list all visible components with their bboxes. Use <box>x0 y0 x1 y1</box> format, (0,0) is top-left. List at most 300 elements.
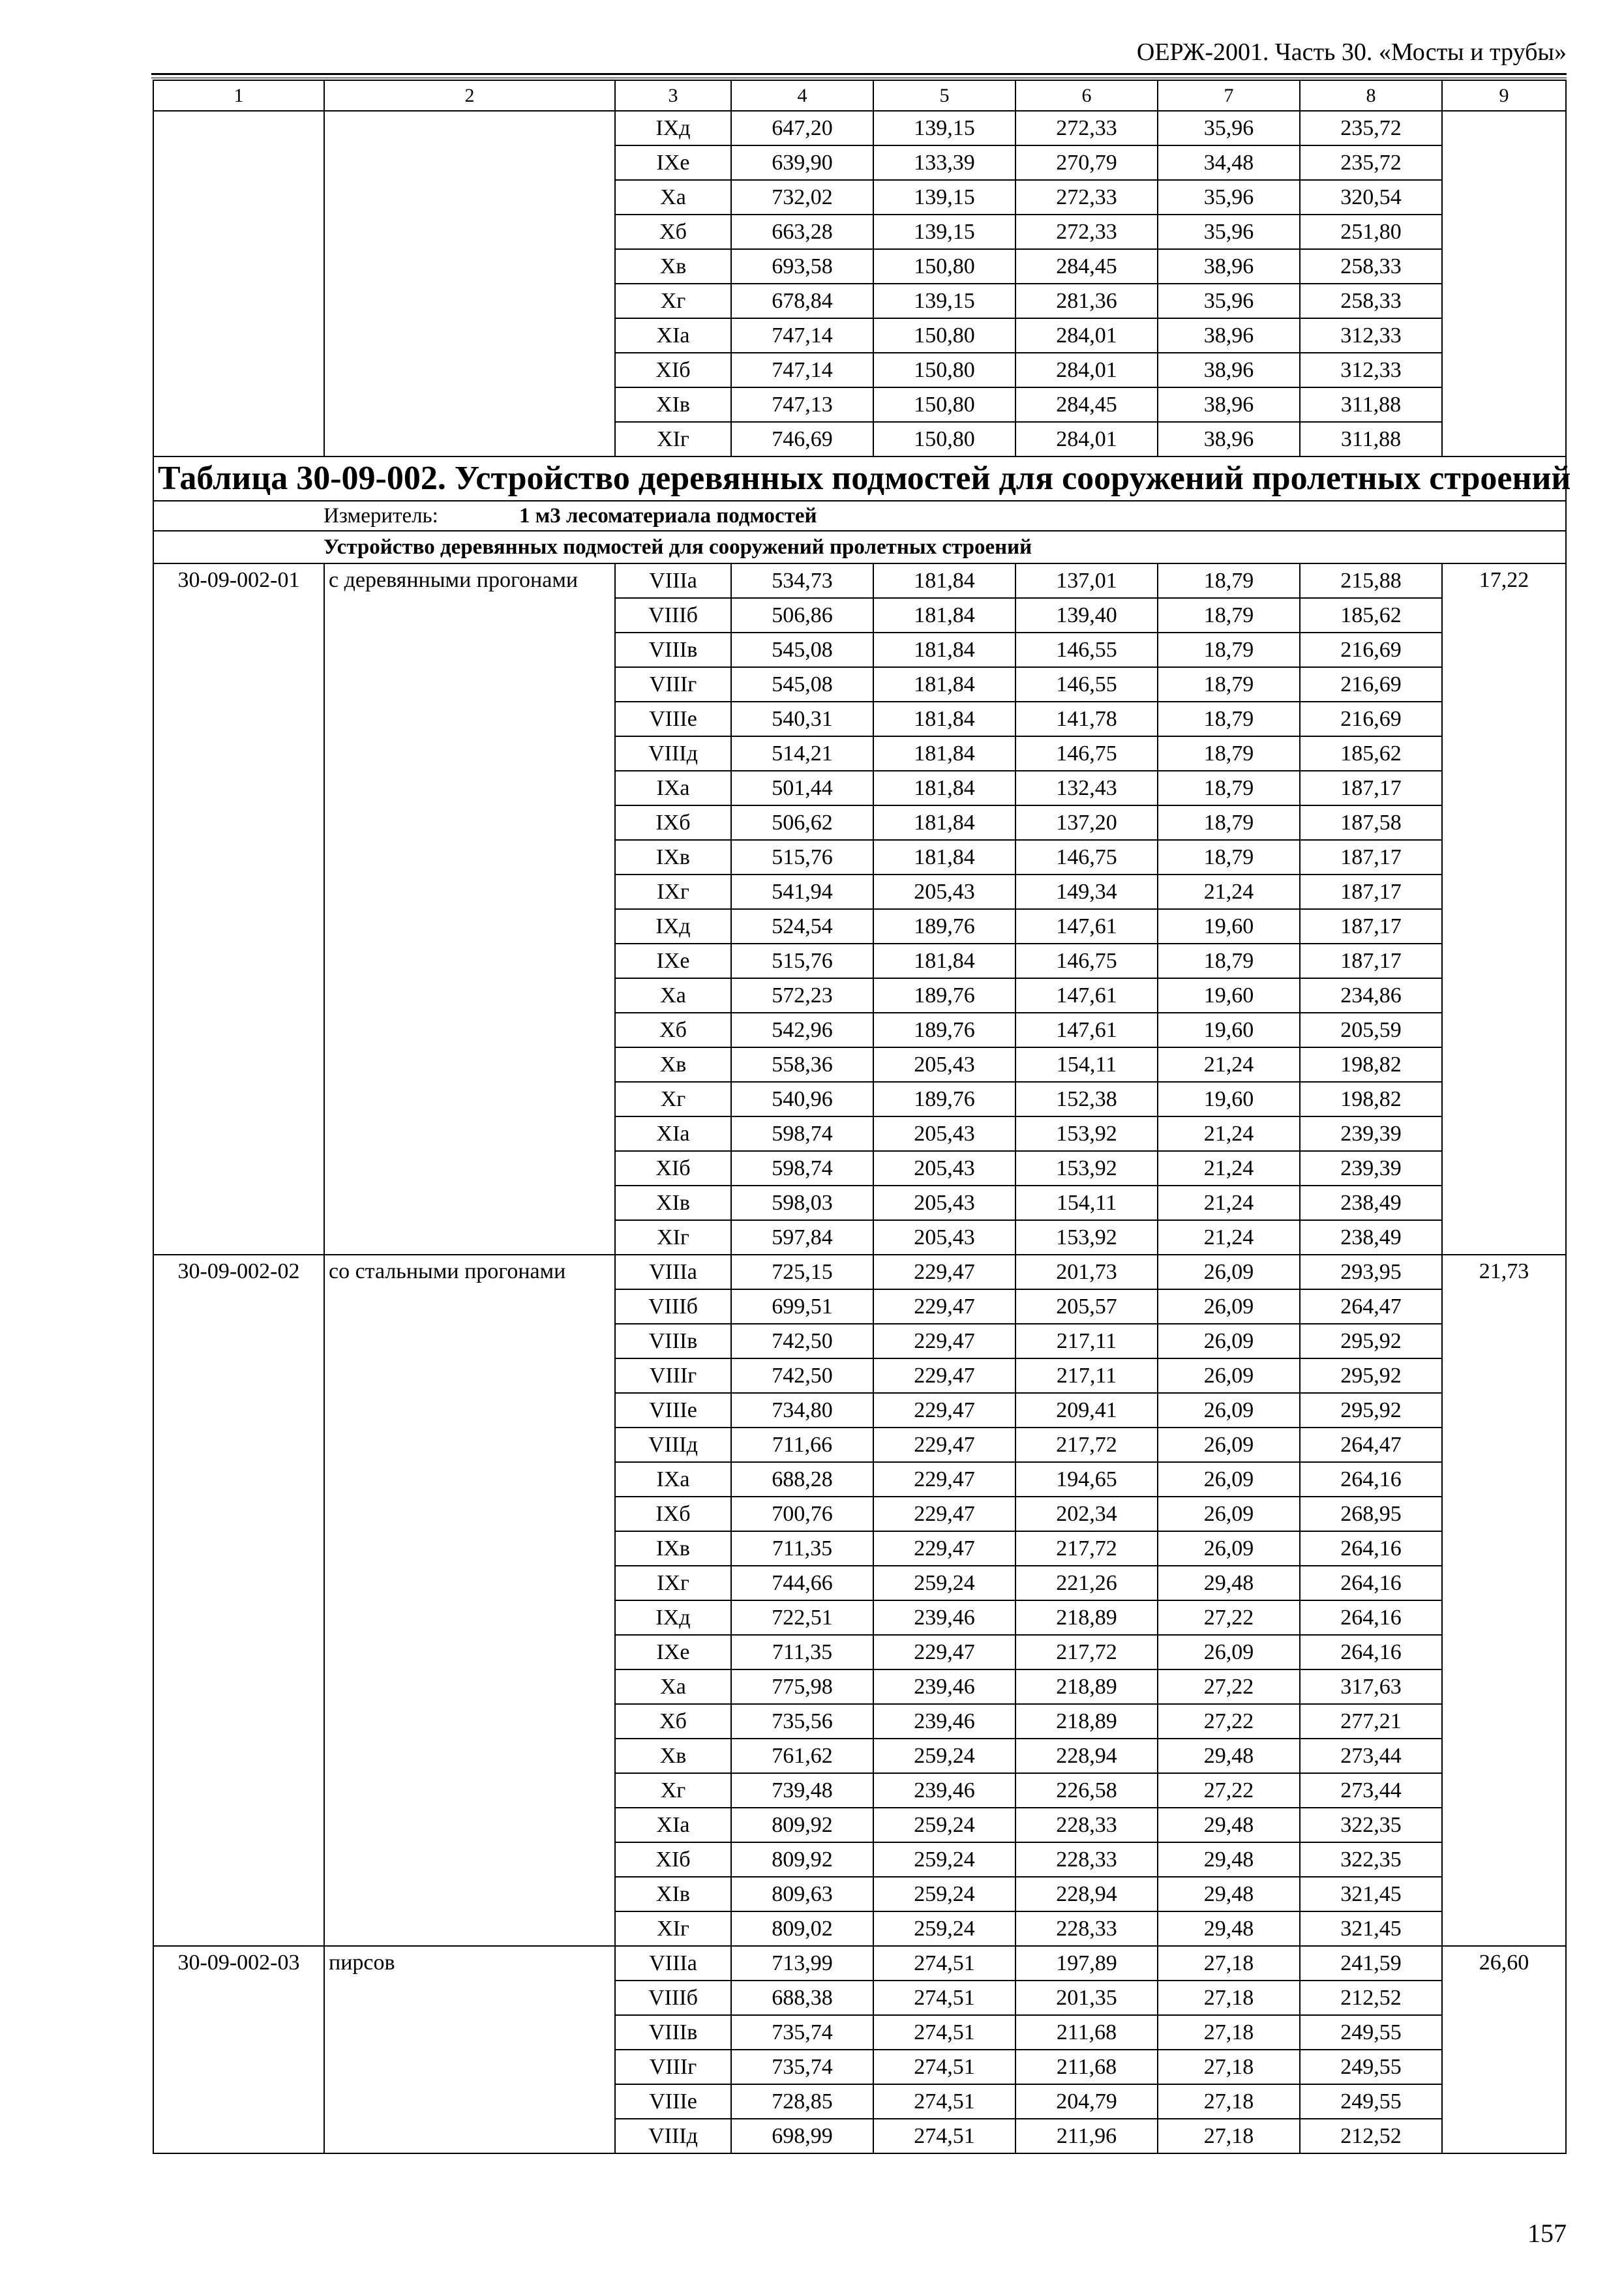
value-cell: 711,35 <box>731 1635 873 1669</box>
value-cell: 19,60 <box>1158 909 1300 944</box>
value-cell: 229,47 <box>873 1497 1015 1531</box>
continued-code-cell <box>153 111 324 456</box>
region-cell: Xв <box>615 1739 731 1773</box>
value-cell: 281,36 <box>1015 284 1158 318</box>
value-cell: 501,44 <box>731 771 873 805</box>
table-row <box>153 1946 1566 1981</box>
value-cell: 201,35 <box>1015 1981 1158 2015</box>
column-number: 5 <box>873 80 1015 111</box>
value-cell: 647,20 <box>731 111 873 145</box>
region-cell: IXе <box>615 944 731 978</box>
value-cell: 295,92 <box>1300 1393 1442 1428</box>
region-cell: VIIIв <box>615 1324 731 1358</box>
value-cell: 27,18 <box>1158 1981 1300 2015</box>
value-cell: 215,88 <box>1300 563 1442 598</box>
value-cell: 251,80 <box>1300 215 1442 249</box>
value-cell: 133,39 <box>873 145 1015 180</box>
value-cell: 239,46 <box>873 1773 1015 1808</box>
value-cell: 181,84 <box>873 736 1015 771</box>
value-cell: 699,51 <box>731 1289 873 1324</box>
value-cell: 226,58 <box>1015 1773 1158 1808</box>
region-cell: VIIIе <box>615 1393 731 1428</box>
section-title: Устройство деревянных подмостей для сооружений пролетных строений <box>153 531 1566 563</box>
value-cell: 21,24 <box>1158 875 1300 909</box>
value-cell: 218,89 <box>1015 1704 1158 1739</box>
region-cell: VIIIб <box>615 1981 731 2015</box>
value-cell: 38,96 <box>1158 422 1300 456</box>
value-cell: 259,24 <box>873 1842 1015 1877</box>
region-cell: VIIIб <box>615 598 731 633</box>
value-cell: 713,99 <box>731 1946 873 1981</box>
rate-name: пирсов <box>324 1946 615 2153</box>
value-cell: 221,26 <box>1015 1566 1158 1600</box>
value-cell: 35,96 <box>1158 215 1300 249</box>
value-cell: 218,89 <box>1015 1669 1158 1704</box>
value-cell: 264,16 <box>1300 1600 1442 1635</box>
value-cell: 241,59 <box>1300 1946 1442 1981</box>
value-cell: 312,33 <box>1300 353 1442 387</box>
value-cell: 735,56 <box>731 1704 873 1739</box>
value-cell: 228,94 <box>1015 1739 1158 1773</box>
value-cell: 320,54 <box>1300 180 1442 215</box>
region-cell: VIIIв <box>615 633 731 667</box>
value-cell: 197,89 <box>1015 1946 1158 1981</box>
value-cell: 742,50 <box>731 1324 873 1358</box>
region-cell: IXд <box>615 1600 731 1635</box>
column-number: 4 <box>731 80 873 111</box>
value-cell: 809,63 <box>731 1877 873 1911</box>
region-cell: Xа <box>615 180 731 215</box>
value-cell: 34,48 <box>1158 145 1300 180</box>
value-cell: 201,73 <box>1015 1255 1158 1289</box>
region-cell: VIIIд <box>615 2119 731 2153</box>
value-cell: 38,96 <box>1158 249 1300 284</box>
value-cell: 273,44 <box>1300 1773 1442 1808</box>
value-cell: 198,82 <box>1300 1047 1442 1082</box>
value-cell: 35,96 <box>1158 180 1300 215</box>
region-cell: VIIIг <box>615 667 731 702</box>
value-cell: 27,22 <box>1158 1773 1300 1808</box>
value-cell: 259,24 <box>873 1911 1015 1946</box>
value-cell: 598,03 <box>731 1186 873 1220</box>
value-cell: 572,23 <box>731 978 873 1013</box>
value-cell: 185,62 <box>1300 598 1442 633</box>
value-cell: 229,47 <box>873 1428 1015 1462</box>
value-cell: 228,94 <box>1015 1877 1158 1911</box>
value-cell: 18,79 <box>1158 563 1300 598</box>
value-cell: 21,24 <box>1158 1151 1300 1186</box>
value-cell: 150,80 <box>873 387 1015 422</box>
value-cell: 258,33 <box>1300 249 1442 284</box>
region-cell: Xг <box>615 284 731 318</box>
value-cell: 264,47 <box>1300 1289 1442 1324</box>
value-cell: 540,31 <box>731 702 873 736</box>
table-row <box>153 1255 1566 1289</box>
region-cell: VIIIа <box>615 1255 731 1289</box>
region-cell: XIв <box>615 387 731 422</box>
value-cell: 205,43 <box>873 1047 1015 1082</box>
value-cell: 239,46 <box>873 1600 1015 1635</box>
value-cell: 29,48 <box>1158 1808 1300 1842</box>
value-cell: 139,40 <box>1015 598 1158 633</box>
value-cell: 132,43 <box>1015 771 1158 805</box>
region-cell: IXд <box>615 111 731 145</box>
value-cell: 295,92 <box>1300 1324 1442 1358</box>
value-cell: 27,18 <box>1158 2119 1300 2153</box>
value-cell: 187,17 <box>1300 944 1442 978</box>
value-cell: 268,95 <box>1300 1497 1442 1531</box>
region-cell: VIIIб <box>615 1289 731 1324</box>
value-cell: 239,46 <box>873 1669 1015 1704</box>
value-cell: 284,01 <box>1015 353 1158 387</box>
value-cell: 205,43 <box>873 875 1015 909</box>
value-cell: 139,15 <box>873 180 1015 215</box>
value-cell: 229,47 <box>873 1324 1015 1358</box>
value-cell: 284,45 <box>1015 387 1158 422</box>
value-cell: 217,72 <box>1015 1531 1158 1566</box>
region-cell: Xа <box>615 1669 731 1704</box>
value-cell: 18,79 <box>1158 944 1300 978</box>
value-cell: 27,18 <box>1158 2084 1300 2119</box>
value-cell: 137,20 <box>1015 805 1158 840</box>
value-cell: 235,72 <box>1300 111 1442 145</box>
value-cell: 747,13 <box>731 387 873 422</box>
region-cell: XIг <box>615 1911 731 1946</box>
region-cell: Xв <box>615 249 731 284</box>
value-cell: 264,47 <box>1300 1428 1442 1462</box>
region-cell: VIIIе <box>615 702 731 736</box>
value-cell: 235,72 <box>1300 145 1442 180</box>
value-cell: 202,34 <box>1015 1497 1158 1531</box>
continued-col9-cell <box>1442 111 1566 456</box>
value-cell: 321,45 <box>1300 1877 1442 1911</box>
value-cell: 228,33 <box>1015 1911 1158 1946</box>
value-cell: 775,98 <box>731 1669 873 1704</box>
value-cell: 229,47 <box>873 1635 1015 1669</box>
value-cell: 26,09 <box>1158 1393 1300 1428</box>
value-cell: 742,50 <box>731 1358 873 1393</box>
value-cell: 189,76 <box>873 1013 1015 1047</box>
region-cell: Xг <box>615 1773 731 1808</box>
value-cell: 181,84 <box>873 805 1015 840</box>
region-cell: VIIIа <box>615 1946 731 1981</box>
value-cell: 217,11 <box>1015 1358 1158 1393</box>
value-cell: 311,88 <box>1300 387 1442 422</box>
value-cell: 147,61 <box>1015 909 1158 944</box>
value-cell: 150,80 <box>873 353 1015 387</box>
value-cell: 259,24 <box>873 1808 1015 1842</box>
value-cell: 181,84 <box>873 563 1015 598</box>
value-cell: 735,74 <box>731 2050 873 2084</box>
value-cell: 598,74 <box>731 1116 873 1151</box>
table-title-row <box>153 456 1566 501</box>
region-cell: IXа <box>615 771 731 805</box>
region-cell: VIIIд <box>615 1428 731 1462</box>
value-cell: 688,28 <box>731 1462 873 1497</box>
value-cell: 212,52 <box>1300 1981 1442 2015</box>
value-cell: 18,79 <box>1158 633 1300 667</box>
region-cell: IXв <box>615 1531 731 1566</box>
value-cell: 18,79 <box>1158 598 1300 633</box>
rate-code: 30-09-002-02 <box>153 1255 324 1946</box>
value-cell: 147,61 <box>1015 978 1158 1013</box>
value-cell: 29,48 <box>1158 1739 1300 1773</box>
value-cell: 21,24 <box>1158 1116 1300 1151</box>
measure-value: 1 м3 лесоматериала подмостей <box>519 504 817 528</box>
value-cell: 216,69 <box>1300 667 1442 702</box>
value-cell: 228,33 <box>1015 1808 1158 1842</box>
column-number: 6 <box>1015 80 1158 111</box>
region-cell: IXе <box>615 1635 731 1669</box>
value-cell: 189,76 <box>873 978 1015 1013</box>
value-cell: 187,58 <box>1300 805 1442 840</box>
column-number: 1 <box>153 80 324 111</box>
value-cell: 693,58 <box>731 249 873 284</box>
value-cell: 732,02 <box>731 180 873 215</box>
value-cell: 139,15 <box>873 284 1015 318</box>
value-cell: 734,80 <box>731 1393 873 1428</box>
value-cell: 153,92 <box>1015 1116 1158 1151</box>
value-cell: 524,54 <box>731 909 873 944</box>
region-cell: IXд <box>615 909 731 944</box>
value-cell: 198,82 <box>1300 1082 1442 1116</box>
value-cell: 26,09 <box>1158 1531 1300 1566</box>
value-cell: 545,08 <box>731 633 873 667</box>
rate-name: со стальными прогонами <box>324 1255 615 1946</box>
value-cell: 29,48 <box>1158 1842 1300 1877</box>
region-cell: IXг <box>615 1566 731 1600</box>
value-cell: 26,09 <box>1158 1289 1300 1324</box>
region-cell: VIIIг <box>615 1358 731 1393</box>
value-cell: 274,51 <box>873 2084 1015 2119</box>
region-cell: VIIIе <box>615 2084 731 2119</box>
value-cell: 545,08 <box>731 667 873 702</box>
value-cell: 270,79 <box>1015 145 1158 180</box>
value-cell: 194,65 <box>1015 1462 1158 1497</box>
value-cell: 181,84 <box>873 771 1015 805</box>
value-cell: 146,55 <box>1015 667 1158 702</box>
value-cell: 747,14 <box>731 318 873 353</box>
column-number: 9 <box>1442 80 1566 111</box>
value-cell: 211,96 <box>1015 2119 1158 2153</box>
region-cell: XIа <box>615 1116 731 1151</box>
value-cell: 146,75 <box>1015 840 1158 875</box>
region-cell: IXа <box>615 1462 731 1497</box>
value-cell: 274,51 <box>873 2119 1015 2153</box>
value-cell: 217,72 <box>1015 1428 1158 1462</box>
value-cell: 293,95 <box>1300 1255 1442 1289</box>
value-cell: 38,96 <box>1158 387 1300 422</box>
value-cell: 277,21 <box>1300 1704 1442 1739</box>
region-cell: XIб <box>615 1842 731 1877</box>
table-row <box>153 563 1566 598</box>
value-cell: 29,48 <box>1158 1911 1300 1946</box>
value-cell: 211,68 <box>1015 2050 1158 2084</box>
col9-value: 21,73 <box>1442 1255 1566 1946</box>
value-cell: 322,35 <box>1300 1808 1442 1842</box>
value-cell: 187,17 <box>1300 875 1442 909</box>
value-cell: 229,47 <box>873 1289 1015 1324</box>
value-cell: 728,85 <box>731 2084 873 2119</box>
value-cell: 264,16 <box>1300 1635 1442 1669</box>
value-cell: 274,51 <box>873 1946 1015 1981</box>
value-cell: 141,78 <box>1015 702 1158 736</box>
rate-code: 30-09-002-03 <box>153 1946 324 2153</box>
value-cell: 19,60 <box>1158 1013 1300 1047</box>
value-cell: 698,99 <box>731 2119 873 2153</box>
value-cell: 317,63 <box>1300 1669 1442 1704</box>
rate-name: с деревянными прогонами <box>324 563 615 1255</box>
value-cell: 663,28 <box>731 215 873 249</box>
value-cell: 209,41 <box>1015 1393 1158 1428</box>
measure-row <box>153 501 1566 531</box>
value-cell: 153,92 <box>1015 1220 1158 1255</box>
region-cell: XIв <box>615 1186 731 1220</box>
value-cell: 515,76 <box>731 944 873 978</box>
value-cell: 139,15 <box>873 215 1015 249</box>
region-cell: VIIIд <box>615 736 731 771</box>
value-cell: 29,48 <box>1158 1566 1300 1600</box>
region-cell: XIв <box>615 1877 731 1911</box>
region-cell: VIIIа <box>615 563 731 598</box>
value-cell: 18,79 <box>1158 667 1300 702</box>
value-cell: 809,02 <box>731 1911 873 1946</box>
value-cell: 272,33 <box>1015 215 1158 249</box>
value-cell: 205,43 <box>873 1116 1015 1151</box>
rates-table <box>153 80 1571 2154</box>
value-cell: 711,66 <box>731 1428 873 1462</box>
value-cell: 239,39 <box>1300 1151 1442 1186</box>
header-rule <box>151 73 1567 75</box>
value-cell: 274,51 <box>873 2050 1015 2084</box>
value-cell: 216,69 <box>1300 633 1442 667</box>
value-cell: 746,69 <box>731 422 873 456</box>
value-cell: 284,45 <box>1015 249 1158 284</box>
value-cell: 311,88 <box>1300 422 1442 456</box>
value-cell: 249,55 <box>1300 2015 1442 2050</box>
region-cell: XIа <box>615 1808 731 1842</box>
value-cell: 18,79 <box>1158 805 1300 840</box>
value-cell: 229,47 <box>873 1531 1015 1566</box>
value-cell: 809,92 <box>731 1808 873 1842</box>
value-cell: 26,09 <box>1158 1462 1300 1497</box>
region-cell: Xб <box>615 1704 731 1739</box>
value-cell: 258,33 <box>1300 284 1442 318</box>
value-cell: 735,74 <box>731 2015 873 2050</box>
value-cell: 249,55 <box>1300 2050 1442 2084</box>
value-cell: 228,33 <box>1015 1842 1158 1877</box>
measure-label: Измеритель: <box>323 504 438 528</box>
value-cell: 284,01 <box>1015 318 1158 353</box>
value-cell: 149,34 <box>1015 875 1158 909</box>
value-cell: 739,48 <box>731 1773 873 1808</box>
value-cell: 189,76 <box>873 1082 1015 1116</box>
value-cell: 21,24 <box>1158 1047 1300 1082</box>
region-cell: IXб <box>615 805 731 840</box>
value-cell: 264,16 <box>1300 1531 1442 1566</box>
value-cell: 272,33 <box>1015 180 1158 215</box>
value-cell: 688,38 <box>731 1981 873 2015</box>
value-cell: 558,36 <box>731 1047 873 1082</box>
value-cell: 540,96 <box>731 1082 873 1116</box>
value-cell: 216,69 <box>1300 702 1442 736</box>
column-number: 8 <box>1300 80 1442 111</box>
value-cell: 146,75 <box>1015 944 1158 978</box>
value-cell: 229,47 <box>873 1358 1015 1393</box>
value-cell: 229,47 <box>873 1462 1015 1497</box>
measure-cell <box>153 501 1566 531</box>
value-cell: 273,44 <box>1300 1739 1442 1773</box>
value-cell: 150,80 <box>873 249 1015 284</box>
value-cell: 205,57 <box>1015 1289 1158 1324</box>
value-cell: 711,35 <box>731 1531 873 1566</box>
value-cell: 249,55 <box>1300 2084 1442 2119</box>
value-cell: 26,09 <box>1158 1635 1300 1669</box>
continued-name-cell <box>324 111 615 456</box>
value-cell: 506,62 <box>731 805 873 840</box>
value-cell: 534,73 <box>731 563 873 598</box>
value-cell: 725,15 <box>731 1255 873 1289</box>
value-cell: 27,18 <box>1158 2050 1300 2084</box>
value-cell: 27,18 <box>1158 1946 1300 1981</box>
value-cell: 700,76 <box>731 1497 873 1531</box>
value-cell: 154,11 <box>1015 1186 1158 1220</box>
region-cell: IXг <box>615 875 731 909</box>
value-cell: 19,60 <box>1158 1082 1300 1116</box>
value-cell: 26,09 <box>1158 1255 1300 1289</box>
value-cell: 234,86 <box>1300 978 1442 1013</box>
value-cell: 722,51 <box>731 1600 873 1635</box>
value-cell: 597,84 <box>731 1220 873 1255</box>
value-cell: 27,22 <box>1158 1669 1300 1704</box>
value-cell: 35,96 <box>1158 284 1300 318</box>
value-cell: 27,22 <box>1158 1704 1300 1739</box>
running-header: ОЕРЖ-2001. Часть 30. «Мосты и трубы» <box>1136 38 1567 66</box>
value-cell: 26,09 <box>1158 1358 1300 1393</box>
value-cell: 189,76 <box>873 909 1015 944</box>
region-cell: Xб <box>615 215 731 249</box>
page-number: 157 <box>1527 2219 1567 2248</box>
value-cell: 217,11 <box>1015 1324 1158 1358</box>
value-cell: 21,24 <box>1158 1220 1300 1255</box>
value-cell: 150,80 <box>873 422 1015 456</box>
value-cell: 264,16 <box>1300 1462 1442 1497</box>
value-cell: 181,84 <box>873 840 1015 875</box>
value-cell: 264,16 <box>1300 1566 1442 1600</box>
value-cell: 187,17 <box>1300 840 1442 875</box>
value-cell: 137,01 <box>1015 563 1158 598</box>
value-cell: 35,96 <box>1158 111 1300 145</box>
value-cell: 181,84 <box>873 702 1015 736</box>
value-cell: 146,55 <box>1015 633 1158 667</box>
value-cell: 187,17 <box>1300 771 1442 805</box>
value-cell: 26,09 <box>1158 1324 1300 1358</box>
region-cell: XIб <box>615 353 731 387</box>
value-cell: 239,39 <box>1300 1116 1442 1151</box>
value-cell: 38,96 <box>1158 318 1300 353</box>
value-cell: 312,33 <box>1300 318 1442 353</box>
value-cell: 761,62 <box>731 1739 873 1773</box>
value-cell: 321,45 <box>1300 1911 1442 1946</box>
value-cell: 26,09 <box>1158 1497 1300 1531</box>
value-cell: 29,48 <box>1158 1877 1300 1911</box>
column-number: 7 <box>1158 80 1300 111</box>
value-cell: 229,47 <box>873 1255 1015 1289</box>
value-cell: 506,86 <box>731 598 873 633</box>
table-title: Таблица 30-09-002. Устройство деревянных подмостей для сооружений пролетных строений <box>153 456 1566 501</box>
region-cell: XIб <box>615 1151 731 1186</box>
value-cell: 274,51 <box>873 2015 1015 2050</box>
